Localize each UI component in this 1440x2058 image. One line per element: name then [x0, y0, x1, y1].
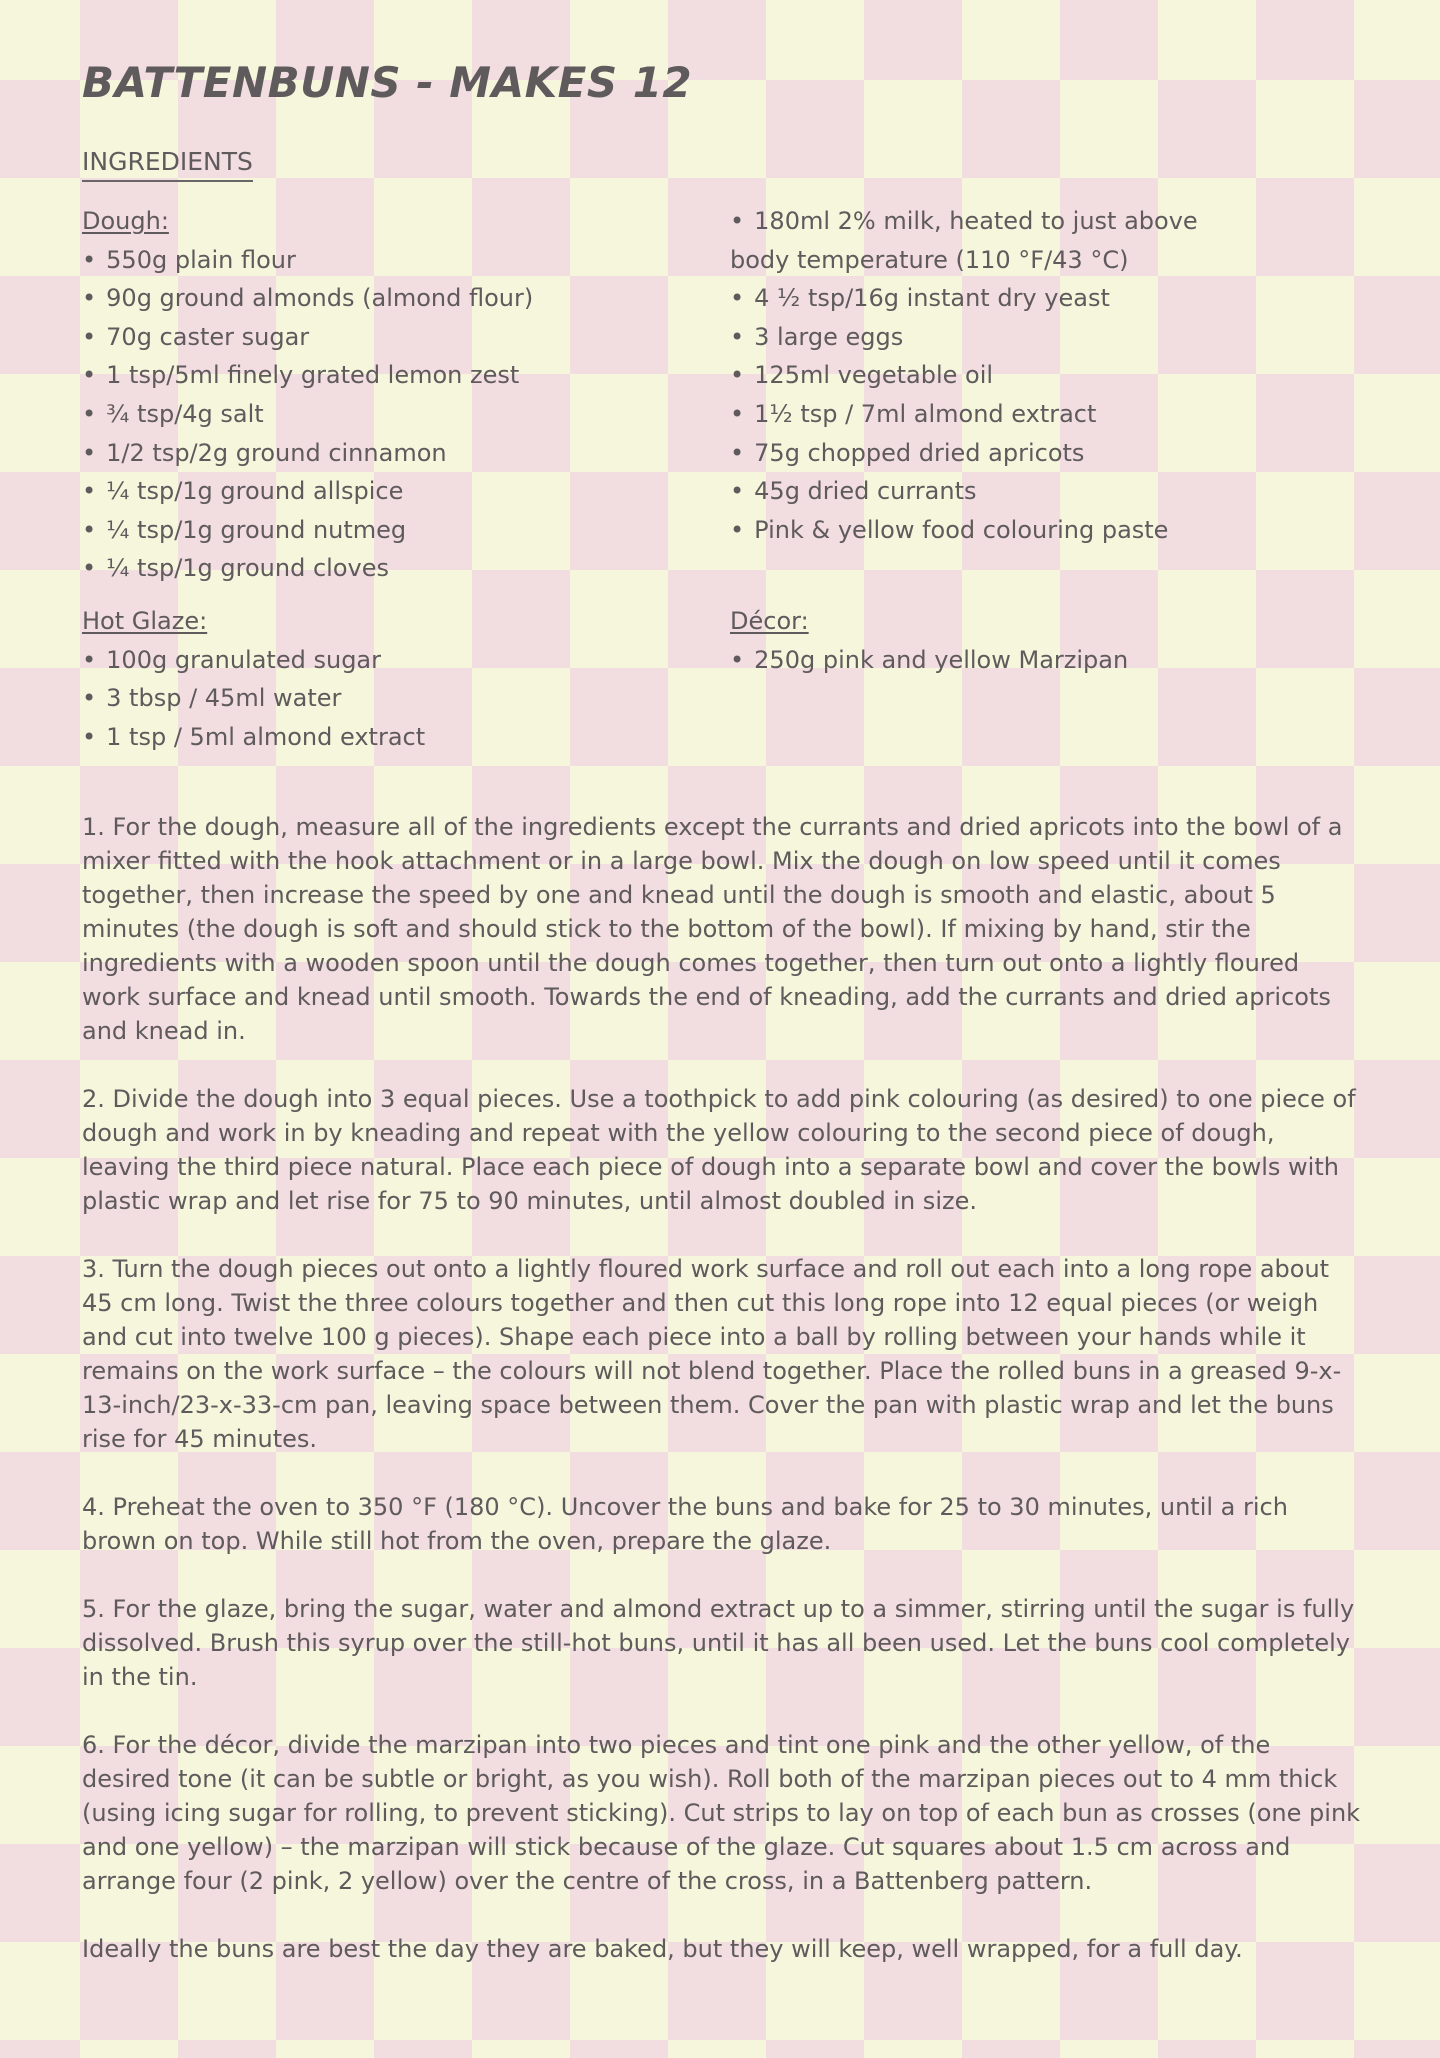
dough-list-right-first	[730, 202, 1360, 279]
ingredient-text: 3 large eggs	[754, 322, 904, 351]
ingredients-heading: INGREDIENTS	[82, 147, 253, 182]
glaze-list	[82, 641, 730, 757]
list-item	[82, 679, 730, 718]
list-item	[82, 318, 730, 357]
list-item	[730, 511, 1360, 550]
dough-list-right	[730, 279, 1360, 549]
ingredient-text: 45g dried currants	[754, 477, 977, 506]
ingredients-left-column	[82, 202, 730, 756]
method-step: 3. Turn the dough pieces out onto a lightly floured work surface and roll out each into a long rope about 45 cm long. Twist the three colours together and then cut this long rope into 12 equal pieces (or weigh and cut into twelve 100 g pieces). Shape each piece into a ball by rolling between your hands while it remains on the work surface – the colours will not blend together. Place the rolled buns in a greased 9-x-13-inch/23-x-33-cm pan, leaving space between them. Cover the pan with plastic wrap and let the buns rise for 45 minutes.	[82, 1255, 1342, 1454]
bullet-icon: •	[82, 361, 97, 390]
recipe-page	[82, 58, 1362, 2000]
ingredient-text: 250g pink and yellow Marzipan	[754, 645, 1129, 674]
bullet-icon: •	[82, 645, 97, 674]
list-item	[730, 279, 1360, 318]
ingredient-text: 1/2 tsp/2g ground cinnamon	[106, 438, 447, 467]
bullet-icon: •	[730, 284, 745, 313]
decor-list	[730, 641, 1360, 680]
method-step: 1. For the dough, measure all of the ingredients except the currants and dried apricots into the bowl of a mixer fitted with the hook attachment or in a large bowl. Mix the dough on low speed until it comes together, then increase the speed by one and knead until the dough is smooth and elastic, about 5 minutes (the dough is soft and should stick to the bottom of the bowl). If mixing by hand, stir the ingredients with a wooden spoon until the dough comes together, then turn out onto a lightly floured work surface and knead until smooth. Towards the end of kneading, add the currants and dried apricots and knead in.	[82, 813, 1343, 1046]
ingredients-right-column	[730, 202, 1360, 756]
ingredient-text: 1 tsp / 5ml almond extract	[106, 722, 426, 751]
list-item	[82, 395, 730, 434]
list-item	[82, 356, 730, 395]
method-step: 2. Divide the dough into 3 equal pieces. Use a toothpick to add pink colouring (as desired) to one piece of dough and work in by kneading and repeat with the yellow colouring to the second piece of dough, leaving the third piece natural. Place each piece of dough into a separate bowl and cover the bowls with plastic wrap and let rise for 75 to 90 minutes, until almost doubled in size.	[82, 1085, 1356, 1216]
bullet-icon: •	[730, 438, 745, 467]
method-steps	[82, 810, 1362, 1966]
ingredient-text: ¾ tsp/4g salt	[106, 399, 264, 428]
list-item	[730, 434, 1360, 473]
recipe-title: BATTENBUNS - MAKES 12	[82, 58, 693, 107]
bullet-icon: •	[82, 722, 97, 751]
bullet-icon: •	[82, 515, 97, 544]
list-item	[730, 356, 1360, 395]
list-item	[82, 241, 730, 280]
ingredient-text: ¼ tsp/1g ground nutmeg	[106, 515, 407, 544]
list-item	[730, 395, 1360, 434]
list-item	[82, 718, 730, 757]
list-item	[730, 472, 1360, 511]
list-item	[82, 641, 730, 680]
ingredient-text: ¼ tsp/1g ground cloves	[106, 554, 389, 583]
ingredients-columns	[82, 202, 1362, 756]
list-item	[82, 434, 730, 473]
list-item	[730, 318, 1360, 357]
ingredient-text: 75g chopped dried apricots	[754, 438, 1085, 467]
ingredient-text: 125ml vegetable oil	[754, 361, 994, 390]
bullet-icon: •	[82, 399, 97, 428]
bullet-icon: •	[82, 477, 97, 506]
bullet-icon: •	[82, 554, 97, 583]
bullet-icon: •	[730, 207, 745, 235]
ingredient-text: 550g plain flour	[106, 245, 296, 274]
method-step: 5. For the glaze, bring the sugar, water and almond extract up to a simmer, stirring until the sugar is fully dissolved. Brush this syrup over the still-hot buns, until it has all been used. Let the buns cool completely in the tin.	[82, 1595, 1355, 1692]
method-step: 4. Preheat the oven to 350 °F (180 °C). Uncover the buns and bake for 25 to 30 minutes, until a rich brown on top. While still hot from the oven, prepare the glaze.	[82, 1493, 1288, 1556]
bullet-icon: •	[82, 438, 97, 467]
bullet-icon: •	[730, 399, 745, 428]
bullet-icon: •	[730, 322, 745, 351]
dough-list-left	[82, 241, 730, 588]
ingredient-text: Pink & yellow food colouring paste	[754, 515, 1169, 544]
list-item	[82, 279, 730, 318]
bullet-icon: •	[730, 361, 745, 390]
glaze-title: Hot Glaze:	[82, 606, 208, 635]
dough-title: Dough:	[82, 207, 169, 235]
ingredient-text: ¼ tsp/1g ground allspice	[106, 477, 404, 506]
ingredient-text: 3 tbsp / 45ml water	[106, 684, 342, 713]
bullet-icon: •	[82, 684, 97, 713]
list-item	[730, 641, 1360, 680]
bullet-icon: •	[730, 477, 745, 506]
ingredient-text: 100g granulated sugar	[106, 645, 381, 674]
method-step: Ideally the buns are best the day they are baked, but they will keep, well wrapped, for a full day.	[82, 1935, 1243, 1964]
list-item	[82, 549, 730, 588]
list-item: • 180ml 2% milk, heated to just above body temperature (110 °F/43 °C)	[730, 207, 1198, 274]
ingredient-text: 4 ½ tsp/16g instant dry yeast	[754, 284, 1110, 313]
ingredient-text: 70g caster sugar	[106, 322, 310, 351]
bullet-icon: •	[730, 515, 745, 544]
list-item	[82, 511, 730, 550]
ingredient-text: 90g ground almonds (almond flour)	[106, 284, 534, 313]
bullet-icon: •	[730, 645, 745, 674]
ingredient-text: 1 tsp/5ml finely grated lemon zest	[106, 361, 520, 390]
bullet-icon: •	[82, 284, 97, 313]
decor-title: Décor:	[730, 607, 809, 636]
bullet-icon: •	[82, 245, 97, 274]
list-item	[82, 472, 730, 511]
method-step: 6. For the décor, divide the marzipan into two pieces and tint one pink and the other yellow, of the desired tone (it can be subtle or bright, as you wish). Roll both of the marzipan pieces out to 4 mm thick (using icing sugar for rolling, to prevent sticking). Cut strips to lay on top of each bun as crosses (one pink and one yellow) – the marzipan will stick because of the glaze. Cut squares about 1.5 cm across and arrange four (2 pink, 2 yellow) over the centre of the cross, in a Battenberg pattern.	[82, 1731, 1361, 1896]
bullet-icon: •	[82, 322, 97, 351]
ingredient-text: 1½ tsp / 7ml almond extract	[754, 399, 1097, 428]
